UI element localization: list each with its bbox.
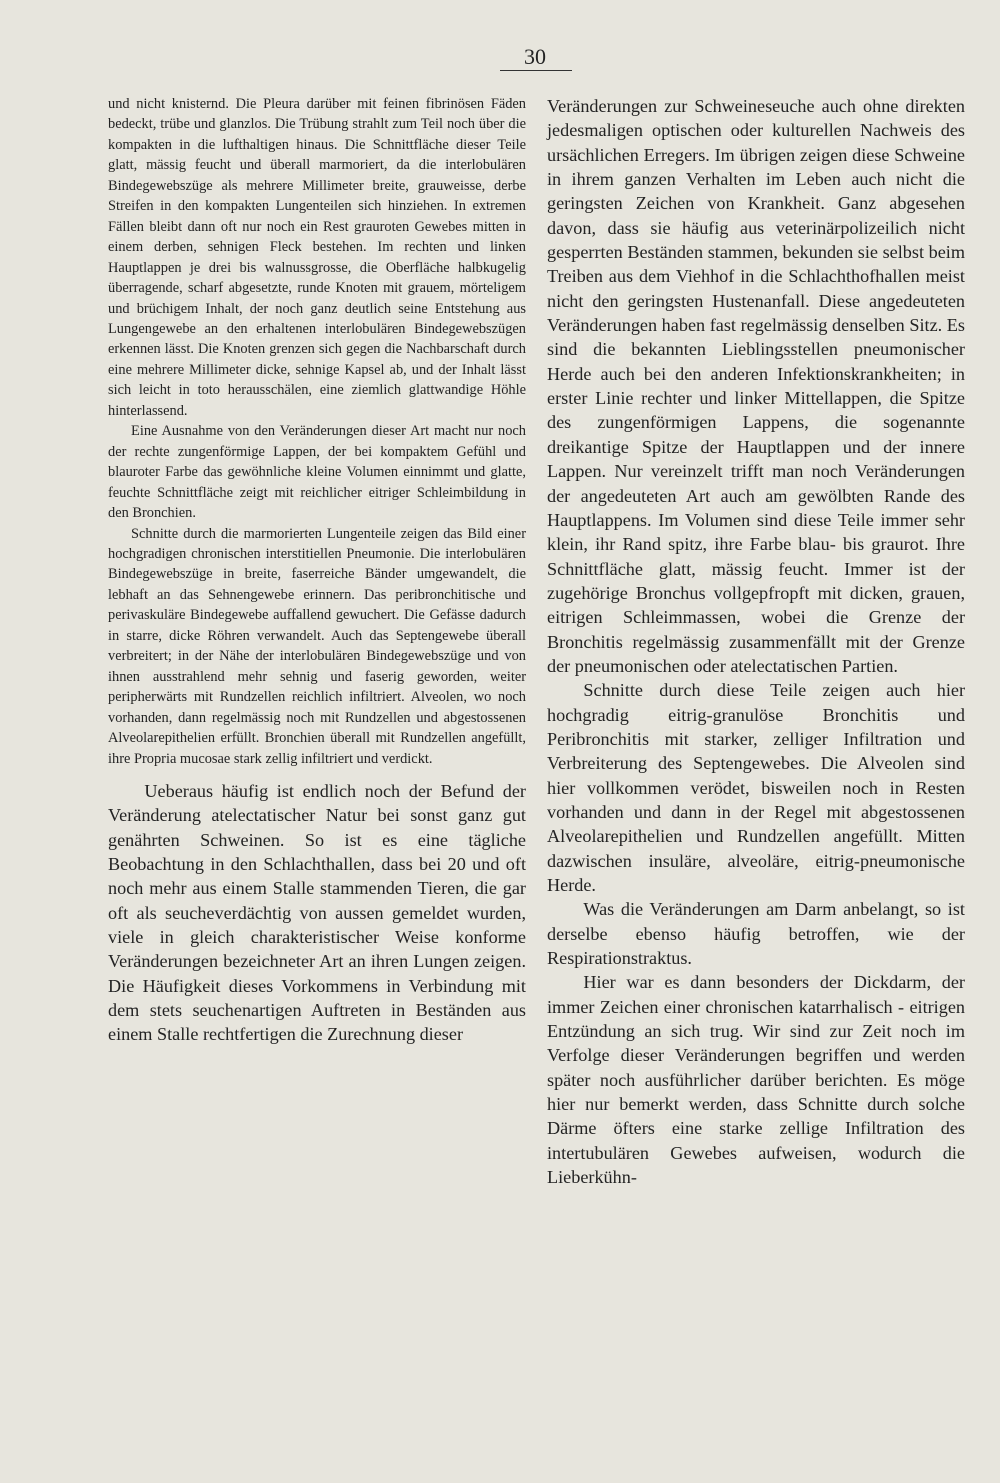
left-column	[108, 94, 526, 1047]
paragraph: Ueberaus häufig ist endlich noch der Befund der Veränderung atelectatischer Natur bei sonst ganz gut genährten Schweinen. So ist es eine tägliche Beobachtung in den Schlachthallen, dass bei 20 und oft noch mehr aus einem Stalle stammenden Tieren, die gar oft als seucheverdächtig von aussen gemeldet wurden, viele in gleich charakteristischer Weise konforme Veränderungen bezeichneter Art an ihren Lungen zeigen. Die Häufigkeit dieses Vorkommens in Verbindung mit dem stets seuchenartigen Auftreten in Beständen aus einem Stalle rechtfertigen die Zurechnung dieser	[108, 780, 526, 1045]
paragraph: Eine Ausnahme von den Veränderungen dieser Art macht nur noch der rechte zungenförmige Lappen, der bei kompaktem Gefühl und blauroter Farbe das gewöhnliche kleine Volumen einnimmt und glatte, feuchte Schnittfläche zeigt mit reichlicher eitriger Schleimbildung in den Bronchien.	[108, 423, 526, 522]
paragraph: Schnitte durch die marmorierten Lungenteile zeigen das Bild einer hochgradigen chronischen interstitiellen Pneumonie. Die interlobulären Bindegewebszüge in breite, faserreiche Bänder umgewandelt, die lebhaft an das Sehnengewebe erinnern. Das peribronchitische und perivaskuläre Bindegewebe auffallend gewuchert. Die Gefässe dadurch in starre, dicke Röhren verwandelt. Auch das Septengewebe überall verbreitert; in der Nähe der interlobulären Bindegewebszüge und von ihnen ausstrahlend mehr sehnig und faserig geworden, weiter peripherwärts mit Rundzellen reichlich infiltriert. Alveolen, wo noch vorhanden, dann regelmässig noch mit Rundzellen und abgestossenen Alveolarepithelien erfüllt. Bronchien überall mit Rundzellen angefüllt, ihre Propria mucosae stark zellig infiltriert und verdickt.	[108, 525, 526, 767]
large-print-section	[108, 779, 526, 1047]
right-column	[547, 94, 965, 1189]
paragraph: Schnitte durch diese Teile zeigen auch hier hochgradig eitrig-granulöse Bronchitis und Peribronchitis mit starker, zelliger Infiltration und Verbreiterung des Septengewebes. Die Alveolen sind hier vollkommen verödet, bisweilen noch in Resten vorhanden und dann in der Regel mit abgestossenen Alveolarepithelien und Rundzellen angefüllt. Mitten dazwischen insuläre, alveoläre, eitrig-pneumonische Herde.	[547, 680, 965, 895]
paragraph: Was die Veränderungen am Darm anbelangt, so ist derselbe ebenso häufig betroffen, wie der Respirationstraktus.	[547, 899, 965, 969]
header-rule	[500, 70, 572, 71]
paragraph: Hier war es dann besonders der Dickdarm, der immer Zeichen einer chronischen katarrhalisch - eitrigen Entzündung an sich trug. Wir sind zur Zeit noch im Verfolge dieser Veränderungen begriffen und werden später noch ausführlicher darüber berichten. Es möge hier nur bemerkt werden, dass Schnitte durch solche Därme öfters eine starke zellige Infiltration des intertubulären Gewebes aufweisen, wodurch die Lieberkühn-	[547, 972, 965, 1188]
paragraph: und nicht knisternd. Die Pleura darüber mit feinen fibrinösen Fäden bedeckt, trübe und glanzlos. Die Trübung strahlt zum Teil noch über die kompakten in die lufthaltigen hinaus. Die Schnittfläche dieser Teile glatt, mässig feucht und überall marmoriert, da die interlobulären Bindegewebszüge als mehrere Millimeter breite, grauweisse, derbe Streifen in den kompakten Lungenteilen sich hinziehen. In extremen Fällen bleibt dann oft nur noch ein Rest grauroten Gewebes mitten in einem derben, sehnigen Fleck bestehen. Im rechten und linken Hauptlappen je drei bis walnussgrosse, die Oberfläche halbkugelig überragende, scharf abgesetzte, runde Knoten mit grauem, mörteligem und brüchigem Inhalt, der noch ganz deutlich seine Entstehung aus Lungengewebe an den erhaltenen interlobulären Bindegewebszügen erkennen lässt. Die Knoten grenzen sich gegen die Nachbarschaft durch eine mehrere Millimeter dicke, sehnige Kapsel ab, und der Inhalt lässt sich leicht in toto herausschälen, eine ziemlich glattwandige Höhle hinterlassend.	[108, 96, 526, 419]
paragraph: Veränderungen zur Schweineseuche auch ohne direkten jedesmaligen optischen oder kulturellen Nachweis des ursächlichen Erregers. Im übrigen zeigen diese Schweine in ihrem ganzen Verhalten im Leben auch nicht die geringsten Zeichen von Krankheit. Ganz abgesehen davon, dass sie häufig aus veterinärpolizeilich nicht gesperrten Beständen stammen, bekunden sie selbst beim Treiben aus dem Viehhof in die Schlachthofhallen meist nicht den geringsten Hustenanfall. Diese angedeuteten Veränderungen haben fast regelmässig denselben Sitz. Es sind die bekannten Lieblingsstellen pneumonischer Herde auch bei den anderen Infektionskrankheiten; in erster Linie rechter und linker Mittellappen, die Spitze des zungenförmigen Lappens, die sogenannte dreikantige Spitze der Hauptlappen und der innere Lappen. Nur vereinzelt trifft man noch Veränderungen der angedeuteten Art auch am gewölbten Rande des Hauptlappens. Im Volumen sind diese Teile immer sehr klein, ihr Rand spitz, ihre Farbe blau- bis graurot. Ihre Schnittfläche glatt, mässig feucht. Immer ist der zugehörige Bronchus vollgepfropft mit dicken, grauen, eitrigen Schleimmassen, wobei die Grenze der Bronchitis regelmässig zusammenfällt mit der Grenze der pneumonischen oder atelectatischen Partien.	[547, 96, 965, 676]
page-number: 30	[524, 44, 546, 69]
small-print-section	[108, 94, 526, 769]
